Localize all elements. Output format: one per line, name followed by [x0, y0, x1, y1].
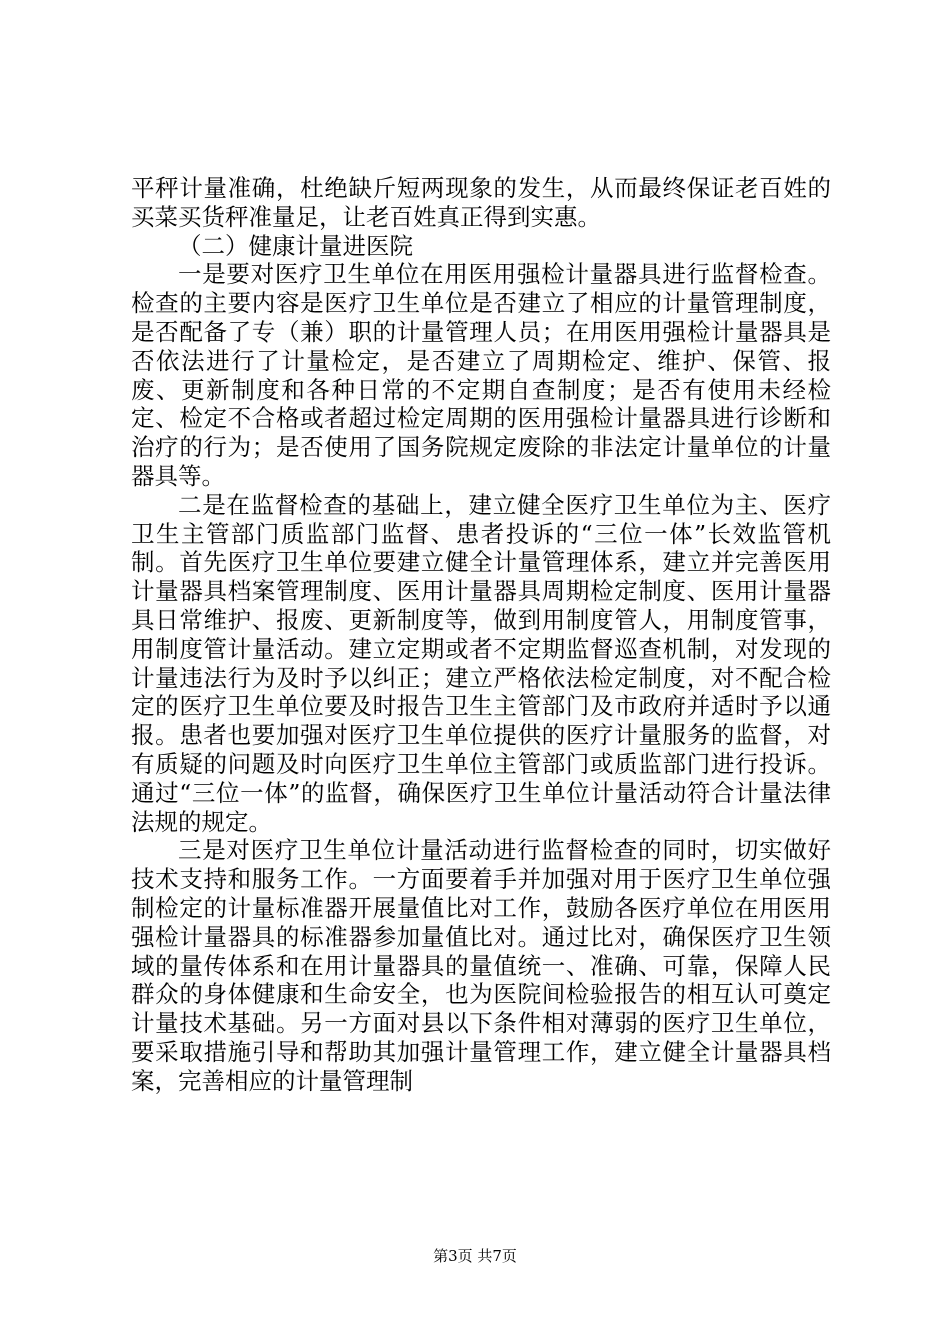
body-text — [131, 174, 831, 1096]
continuation-paragraph: 平秤计量准确，杜绝缺斤短两现象的发生，从而最终保证老百姓的买菜买货秤准量足，让老百姓真正得到实惠。 — [131, 174, 831, 231]
paragraph-2: 二是在监督检查的基础上，建立健全医疗卫生单位为主、医疗卫生主管部门质监部门监督、患者投诉的“三位一体”长效监管机制。首先医疗卫生单位要建立健全计量管理体系，建立并完善医用计量器具档案管理制度、医用计量器具周期检定制度、医用计量器具日常维护、报废、更新制度等，做到用制度管人，用制度管事，用制度管计量活动。建立定期或者不定期监督巡查机制，对发现的计量违法行为及时予以纠正；建立严格依法检定制度，对不配合检定的医疗卫生单位要及时报告卫生主管部门及市政府并适时予以通报。患者也要加强对医疗卫生单位提供的医疗计量服务的监督，对有质疑的问题及时向医疗卫生单位主管部门或质监部门进行投诉。通过“三位一体”的监督，确保医疗卫生单位计量活动符合计量法律法规的规定。 — [131, 490, 831, 836]
page-number-footer: 第3页 共7页 — [433, 1247, 517, 1265]
section-heading: （二）健康计量进医院 — [178, 231, 413, 260]
paragraph-3: 三是对医疗卫生单位计量活动进行监督检查的同时，切实做好技术支持和服务工作。一方面要着手并加强对用于医疗卫生单位强制检定的计量标准器开展量值比对工作，鼓励各医疗单位在用医用强检计量器具的标准器参加量值比对。通过比对，确保医疗卫生领域的量传体系和在用计量器具的量值统一、准确、可靠，保障人民群众的身体健康和生命安全，也为医院间检验报告的相互认可奠定计量技术基础。另一方面对县以下条件相对薄弱的医疗卫生单位，要采取措施引导和帮助其加强计量管理工作，建立健全计量器具档案，完善相应的计量管理制 — [131, 836, 831, 1095]
paragraph-1: 一是要对医疗卫生单位在用医用强检计量器具进行监督检查。检查的主要内容是医疗卫生单位是否建立了相应的计量管理制度，是否配备了专（兼）职的计量管理人员；在用医用强检计量器具是否依法进行了计量检定，是否建立了周期检定、维护、保管、报废、更新制度和各种日常的不定期自查制度；是否有使用未经检定、检定不合格或者超过检定周期的医用强检计量器具进行诊断和治疗的行为；是否使用了国务院规定废除的非法定计量单位的计量器具等。 — [131, 260, 831, 490]
